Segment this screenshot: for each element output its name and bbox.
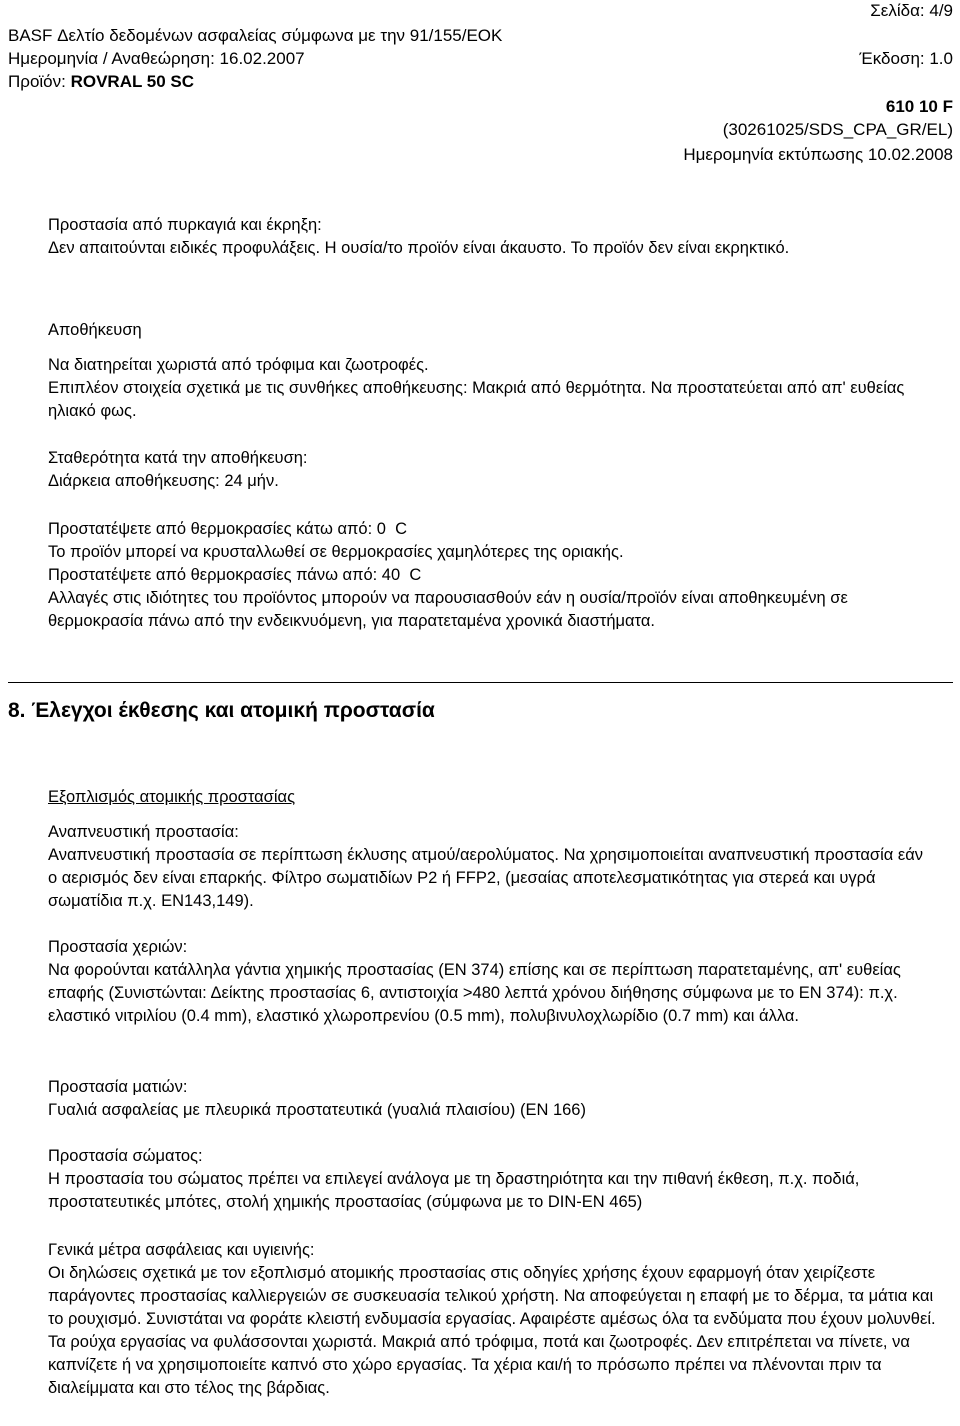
temperature-block	[48, 518, 928, 633]
respiratory-block	[48, 821, 928, 913]
storage-block	[48, 354, 928, 423]
changes-note: Αλλαγές στις ιδιότητες του προϊόντος μπορούν να παρουσιασθούν εάν η ουσία/προϊόν είναι αποθηκευμένη σε θερμοκρασία πάνω από την ενδεικνυόμενη, για παρατεταμένα χρονικά διαστήματα.	[48, 589, 848, 630]
section-divider	[8, 682, 953, 683]
eye-text: Γυαλιά ασφαλείας με πλευρικά προστατευτικά (γυαλιά πλαισίου) (EN 166)	[48, 1101, 586, 1119]
fire-block	[48, 214, 928, 260]
fire-heading: Προστασία από πυρκαγιά και έκρηξη:	[48, 216, 322, 234]
body-heading: Προστασία σώματος:	[48, 1147, 203, 1165]
body-block	[48, 1145, 928, 1214]
section-8-title: 8. Έλεγχοι έκθεσης και ατομική προστασία	[8, 699, 435, 722]
eye-heading: Προστασία ματιών:	[48, 1078, 188, 1096]
protect-above: Προστατέψετε από θερμοκρασίες πάνω από: 40 C	[48, 566, 422, 584]
fire-text: Δεν απαιτούνται ειδικές προφυλάξεις. Η ουσία/το προϊόν είναι άκαυστο. Το προϊόν δεν είναι εκρηκτικό.	[48, 239, 790, 257]
page-number: Σελίδα: 4/9	[870, 1, 953, 20]
header-line2	[8, 48, 953, 70]
header-product	[8, 71, 953, 93]
storage-line2: Επιπλέον στοιχεία σχετικά με τις συνθήκες αποθήκευσης: Μακριά από θερμότητα. Να προστατεύεται από απ' ευθείας ηλιακό φως.	[48, 379, 905, 420]
stability-block	[48, 447, 928, 493]
hand-text: Να φορούνται κατάλληλα γάντια χημικής προστασίας (EN 374) επίσης και σε περίπτωση παρατεταμένης, απ' ευθείας επαφής (Συνιστώνται: Δείκτης προστασίας 6, αντιστοιχία >480 λεπτά χρόνου διήθησης σύμφωνα με το EN 374): π.χ. ελαστικό νιτριλίου (0.4 mm), ελαστικό χλωροπρενίου (0.5 mm), πολυβινυλοχλωρίδιο (0.7 mm) και άλλα.	[48, 961, 901, 1025]
hygiene-heading: Γενικά μέτρα ασφάλειας και υγιεινής:	[48, 1241, 315, 1259]
doc-id: (30261025/SDS_CPA_GR/EL)	[722, 120, 953, 139]
crystallize-note: Το προϊόν μπορεί να κρυσταλλωθεί σε θερμοκρασίες χαμηλότερες της οριακής.	[48, 543, 624, 561]
respiratory-text: Αναπνευστική προστασία σε περίπτωση έκλυσης ατμού/αερολύματος. Να χρησιμοποιείται αναπνευστική προστασία εάν ο αερισμός δεν είναι επαρκής. Φίλτρο σωματιδίων P2 ή FFP2, (μεσαίας αποτελεσματικότητας για στερεά και υγρά σωματίδια π.χ. EN143,149).	[48, 846, 924, 910]
hand-heading: Προστασία χεριών:	[48, 938, 188, 956]
respiratory-heading: Αναπνευστική προστασία:	[48, 823, 239, 841]
storage-heading: Αποθήκευση	[48, 321, 142, 339]
product-label: Προϊόν:	[8, 72, 71, 91]
eye-block	[48, 1076, 928, 1122]
hand-block	[48, 936, 928, 1028]
version: Έκδοση: 1.0	[859, 49, 953, 68]
product-name: ROVRAL 50 SC	[70, 72, 195, 91]
product-code: 610 10 F	[885, 97, 953, 116]
body-text: Η προστασία του σώματος πρέπει να επιλεγεί ανάλογα με τη δραστηριότητα και την πιθανή έκθεση, π.χ. ποδιά, προστατευτικές μπότες, στολή χημικής προστασίας (σύμφωνα με το DIN-EN 465)	[48, 1170, 860, 1211]
hygiene-text: Οι δηλώσεις σχετικά με τον εξοπλισμό ατομικής προστασίας στις οδηγίες χρήσης έχουν εφαρμογή όταν χειρίζεστε παράγοντες προστασίας καλλιεργειών σε συσκευασία τελικού χρήστη. Να αποφεύγεται η επαφή με το δέρμα, τα μάτια και το ρουχισμό. Συνιστάται να φοράτε κλειστή ενδυμασία εργασίας. Αφαιρέστε αμέσως όλα τα ενδύματα που έχουν μολυνθεί. Τα ρούχα εργασίας να φυλάσσονται χωριστά. Μακριά από τρόφιμα, ποτά και ζωοτροφές. Δεν επιτρέπεται να πίνετε, να καπνίζετε ή να χρησιμοποιείτε καπνό στο χώρο εργασίας. Τα χέρια και/ή το πρόσωπο πρέπει να πλένονται πριν τα διαλείμματα και στο τέλος της βάρδιας.	[48, 1264, 936, 1397]
stability-heading: Σταθερότητα κατά την αποθήκευση:	[48, 449, 308, 467]
print-date: Ημερομηνία εκτύπωσης 10.02.2008	[683, 145, 953, 164]
storage-line1: Να διατηρείται χωριστά από τρόφιμα και ζωοτροφές.	[48, 356, 429, 374]
ppe-heading: Εξοπλισμός ατομικής προστασίας	[48, 788, 296, 806]
protect-below: Προστατέψετε από θερμοκρασίες κάτω από: 0 C	[48, 520, 408, 538]
header-line1: BASF Δελτίο δεδομένων ασφαλείας σύμφωνα με την 91/155/ΕΟΚ	[8, 26, 503, 45]
storage-duration: Διάρκεια αποθήκευσης: 24 μήν.	[48, 472, 279, 490]
hygiene-block	[48, 1239, 936, 1400]
date-revision: Ημερομηνία / Αναθεώρηση: 16.02.2007	[8, 49, 305, 68]
